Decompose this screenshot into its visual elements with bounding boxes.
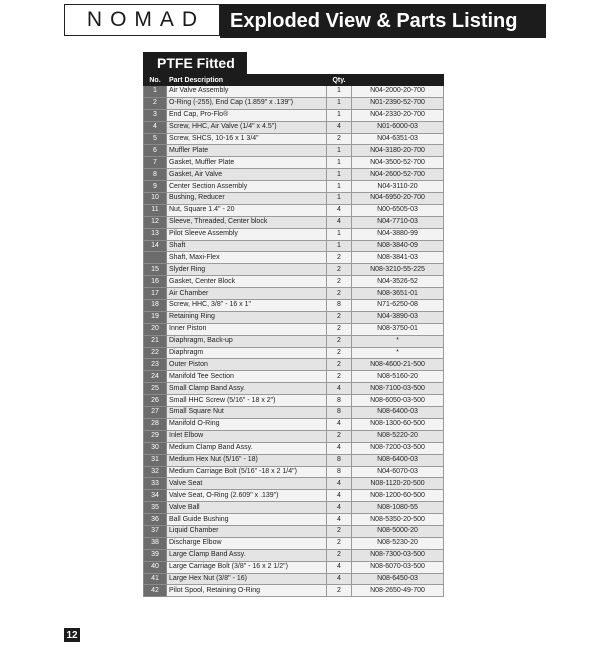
cell-no: 11 bbox=[144, 204, 167, 216]
cell-description: Inner Piston bbox=[167, 323, 327, 335]
table-row bbox=[144, 407, 444, 419]
cell-description: Pilot Spool, Retaining O-Ring bbox=[167, 585, 327, 597]
table-row bbox=[144, 311, 444, 323]
table-row bbox=[144, 252, 444, 264]
cell-qty: 2 bbox=[327, 133, 352, 145]
cell-description: Small HHC Screw (5/16" - 18 x 2") bbox=[167, 395, 327, 407]
cell-part-number: * bbox=[352, 347, 444, 359]
table-row bbox=[144, 264, 444, 276]
cell-no: 20 bbox=[144, 323, 167, 335]
column-header-description: Part Description bbox=[167, 75, 327, 86]
cell-no: 14 bbox=[144, 240, 167, 252]
cell-description: Manifold O-Ring bbox=[167, 418, 327, 430]
cell-part-number: N04-3180-20-700 bbox=[352, 145, 444, 157]
cell-description: Manifold Tee Section bbox=[167, 371, 327, 383]
cell-part-number: N08-3750-01 bbox=[352, 323, 444, 335]
cell-qty: 1 bbox=[327, 169, 352, 181]
cell-part-number: N08-7100-03-500 bbox=[352, 383, 444, 395]
cell-no: 18 bbox=[144, 300, 167, 312]
cell-qty: 4 bbox=[327, 478, 352, 490]
cell-no: 36 bbox=[144, 514, 167, 526]
cell-part-number: N04-7710-03 bbox=[352, 216, 444, 228]
cell-description: Gasket, Muffler Plate bbox=[167, 157, 327, 169]
cell-no: 41 bbox=[144, 573, 167, 585]
cell-no: 29 bbox=[144, 430, 167, 442]
table-row bbox=[144, 335, 444, 347]
cell-part-number: N08-2650-49-700 bbox=[352, 585, 444, 597]
cell-part-number: N08-1300-60-500 bbox=[352, 418, 444, 430]
cell-no: 42 bbox=[144, 585, 167, 597]
column-header-qty: Qty. bbox=[327, 75, 352, 86]
cell-qty: 4 bbox=[327, 514, 352, 526]
table-row bbox=[144, 514, 444, 526]
cell-description: Shaft bbox=[167, 240, 327, 252]
cell-qty: 1 bbox=[327, 157, 352, 169]
cell-description: O-Ring (-255), End Cap (1.859" x .139") bbox=[167, 97, 327, 109]
cell-qty: 8 bbox=[327, 407, 352, 419]
cell-part-number: N08-5350-20-500 bbox=[352, 514, 444, 526]
table-row bbox=[144, 288, 444, 300]
cell-no: 16 bbox=[144, 276, 167, 288]
cell-description: Large Clamp Band Assy. bbox=[167, 549, 327, 561]
cell-no: 22 bbox=[144, 347, 167, 359]
cell-qty: 1 bbox=[327, 97, 352, 109]
cell-description: Valve Ball bbox=[167, 502, 327, 514]
cell-no: 10 bbox=[144, 193, 167, 205]
cell-part-number: N08-7200-03-500 bbox=[352, 442, 444, 454]
cell-qty: 4 bbox=[327, 204, 352, 216]
cell-qty: 4 bbox=[327, 490, 352, 502]
cell-qty: 2 bbox=[327, 252, 352, 264]
table-row bbox=[144, 181, 444, 193]
cell-part-number: N04-2330-20-700 bbox=[352, 109, 444, 121]
cell-qty: 1 bbox=[327, 181, 352, 193]
cell-no: 8 bbox=[144, 169, 167, 181]
cell-no: 25 bbox=[144, 383, 167, 395]
cell-description: Inlet Elbow bbox=[167, 430, 327, 442]
cell-part-number: N08-6400-03 bbox=[352, 407, 444, 419]
table-row bbox=[144, 300, 444, 312]
cell-no bbox=[144, 252, 167, 264]
cell-description: Small Square Nut bbox=[167, 407, 327, 419]
cell-qty: 4 bbox=[327, 442, 352, 454]
cell-qty: 2 bbox=[327, 359, 352, 371]
cell-part-number: N04-3500-52-700 bbox=[352, 157, 444, 169]
table-row bbox=[144, 145, 444, 157]
cell-part-number: N08-6050-03-500 bbox=[352, 395, 444, 407]
cell-no: 34 bbox=[144, 490, 167, 502]
cell-description: Diaphragm, Back-up bbox=[167, 335, 327, 347]
cell-qty: 2 bbox=[327, 585, 352, 597]
table-row bbox=[144, 157, 444, 169]
table-row bbox=[144, 193, 444, 205]
cell-no: 28 bbox=[144, 418, 167, 430]
cell-part-number: N01-6000-03 bbox=[352, 121, 444, 133]
cell-part-number: N08-5220-20 bbox=[352, 430, 444, 442]
cell-qty: 4 bbox=[327, 502, 352, 514]
cell-qty: 8 bbox=[327, 466, 352, 478]
cell-description: Liquid Chamber bbox=[167, 525, 327, 537]
cell-part-number: N08-3840-09 bbox=[352, 240, 444, 252]
page-number: 12 bbox=[64, 628, 80, 642]
cell-description: Sleeve, Threaded, Center block bbox=[167, 216, 327, 228]
table-row bbox=[144, 371, 444, 383]
cell-no: 27 bbox=[144, 407, 167, 419]
cell-part-number: N04-3890-03 bbox=[352, 311, 444, 323]
cell-part-number: N04-6070-03 bbox=[352, 466, 444, 478]
cell-no: 17 bbox=[144, 288, 167, 300]
table-row bbox=[144, 240, 444, 252]
cell-no: 13 bbox=[144, 228, 167, 240]
table-row bbox=[144, 276, 444, 288]
cell-qty: 4 bbox=[327, 383, 352, 395]
cell-no: 40 bbox=[144, 561, 167, 573]
cell-description: Screw, SHCS, 10-16 x 1 3/4" bbox=[167, 133, 327, 145]
table-row bbox=[144, 525, 444, 537]
table-row bbox=[144, 109, 444, 121]
cell-no: 15 bbox=[144, 264, 167, 276]
cell-description: End Cap, Pro-Flo® bbox=[167, 109, 327, 121]
cell-no: 21 bbox=[144, 335, 167, 347]
table-row bbox=[144, 466, 444, 478]
cell-description: Slyder Ring bbox=[167, 264, 327, 276]
cell-no: 12 bbox=[144, 216, 167, 228]
cell-description: Small Clamp Band Assy. bbox=[167, 383, 327, 395]
cell-part-number: N04-3880-99 bbox=[352, 228, 444, 240]
cell-part-number: N08-1200-60-500 bbox=[352, 490, 444, 502]
cell-part-number: N08-5160-20 bbox=[352, 371, 444, 383]
cell-description: Screw, HHC, Air Valve (1/4" x 4.5") bbox=[167, 121, 327, 133]
cell-qty: 1 bbox=[327, 240, 352, 252]
cell-description: Retaining Ring bbox=[167, 311, 327, 323]
cell-qty: 4 bbox=[327, 418, 352, 430]
table-row bbox=[144, 228, 444, 240]
cell-description: Valve Seat, O-Ring (2.609" x .139") bbox=[167, 490, 327, 502]
cell-no: 30 bbox=[144, 442, 167, 454]
cell-qty: 2 bbox=[327, 347, 352, 359]
page-header bbox=[64, 4, 546, 38]
cell-qty: 4 bbox=[327, 573, 352, 585]
cell-qty: 2 bbox=[327, 525, 352, 537]
cell-part-number: N04-3110-20 bbox=[352, 181, 444, 193]
table-row bbox=[144, 454, 444, 466]
cell-no: 5 bbox=[144, 133, 167, 145]
section-title: PTFE Fitted bbox=[143, 52, 247, 74]
table-row bbox=[144, 383, 444, 395]
table-row bbox=[144, 478, 444, 490]
table-row bbox=[144, 359, 444, 371]
cell-part-number: N08-1080-55 bbox=[352, 502, 444, 514]
cell-description: Air Chamber bbox=[167, 288, 327, 300]
table-row bbox=[144, 169, 444, 181]
cell-part-number: N04-6950-20-700 bbox=[352, 193, 444, 205]
table-row bbox=[144, 585, 444, 597]
cell-part-number: N08-6400-03 bbox=[352, 454, 444, 466]
cell-qty: 1 bbox=[327, 193, 352, 205]
table-row bbox=[144, 549, 444, 561]
parts-table bbox=[143, 74, 444, 597]
cell-qty: 1 bbox=[327, 145, 352, 157]
cell-description: Shaft, Maxi-Flex bbox=[167, 252, 327, 264]
nomad-logo: NOMAD bbox=[64, 4, 220, 36]
cell-description: Gasket, Center Block bbox=[167, 276, 327, 288]
column-header-part-number bbox=[352, 75, 444, 86]
cell-no: 35 bbox=[144, 502, 167, 514]
cell-description: Medium Carriage Bolt (5/16" -18 x 2 1/4") bbox=[167, 466, 327, 478]
cell-no: 39 bbox=[144, 549, 167, 561]
cell-description: Screw, HHC, 3/8" - 16 x 1" bbox=[167, 300, 327, 312]
cell-qty: 2 bbox=[327, 323, 352, 335]
cell-description: Air Valve Assembly bbox=[167, 86, 327, 98]
cell-part-number: N08-6070-03-500 bbox=[352, 561, 444, 573]
cell-description: Large Carriage Bolt (3/8" - 16 x 2 1/2") bbox=[167, 561, 327, 573]
cell-description: Gasket, Air Valve bbox=[167, 169, 327, 181]
table-row bbox=[144, 121, 444, 133]
cell-part-number: N08-3210-55-225 bbox=[352, 264, 444, 276]
table-row bbox=[144, 86, 444, 98]
cell-description: Outer Piston bbox=[167, 359, 327, 371]
cell-qty: 1 bbox=[327, 228, 352, 240]
cell-no: 33 bbox=[144, 478, 167, 490]
table-row bbox=[144, 97, 444, 109]
page-title: Exploded View & Parts Listing bbox=[220, 4, 546, 38]
cell-part-number: N04-6351-03 bbox=[352, 133, 444, 145]
table-row bbox=[144, 347, 444, 359]
cell-no: 37 bbox=[144, 525, 167, 537]
cell-part-number: N04-2000-20-700 bbox=[352, 86, 444, 98]
cell-part-number: N08-3841-03 bbox=[352, 252, 444, 264]
table-row bbox=[144, 490, 444, 502]
cell-part-number: N08-4600-21-500 bbox=[352, 359, 444, 371]
cell-description: Discharge Elbow bbox=[167, 537, 327, 549]
table-row bbox=[144, 537, 444, 549]
table-row bbox=[144, 561, 444, 573]
cell-qty: 4 bbox=[327, 561, 352, 573]
cell-qty: 2 bbox=[327, 537, 352, 549]
cell-no: 24 bbox=[144, 371, 167, 383]
table-row bbox=[144, 395, 444, 407]
cell-qty: 8 bbox=[327, 454, 352, 466]
cell-part-number: N00-6505-03 bbox=[352, 204, 444, 216]
table-row bbox=[144, 133, 444, 145]
cell-qty: 4 bbox=[327, 216, 352, 228]
cell-no: 7 bbox=[144, 157, 167, 169]
table-row bbox=[144, 323, 444, 335]
table-row bbox=[144, 216, 444, 228]
cell-description: Diaphragm bbox=[167, 347, 327, 359]
table-row bbox=[144, 502, 444, 514]
cell-no: 9 bbox=[144, 181, 167, 193]
cell-description: Nut, Square 1.4" - 20 bbox=[167, 204, 327, 216]
cell-no: 1 bbox=[144, 86, 167, 98]
table-header-row bbox=[144, 75, 444, 86]
cell-part-number: N04-2600-52-700 bbox=[352, 169, 444, 181]
cell-qty: 2 bbox=[327, 430, 352, 442]
cell-no: 6 bbox=[144, 145, 167, 157]
cell-description: Bushing, Reducer bbox=[167, 193, 327, 205]
cell-qty: 1 bbox=[327, 86, 352, 98]
cell-part-number: N08-1120-20-500 bbox=[352, 478, 444, 490]
cell-part-number: N04-3526-52 bbox=[352, 276, 444, 288]
cell-part-number: N08-6450-03 bbox=[352, 573, 444, 585]
cell-part-number: N08-7300-03-500 bbox=[352, 549, 444, 561]
cell-no: 38 bbox=[144, 537, 167, 549]
cell-no: 2 bbox=[144, 97, 167, 109]
table-row bbox=[144, 573, 444, 585]
cell-description: Medium Clamp Band Assy. bbox=[167, 442, 327, 454]
cell-no: 32 bbox=[144, 466, 167, 478]
cell-description: Pilot Sleeve Assembly bbox=[167, 228, 327, 240]
cell-qty: 8 bbox=[327, 300, 352, 312]
cell-part-number: N08-3651-01 bbox=[352, 288, 444, 300]
table-row bbox=[144, 442, 444, 454]
cell-no: 26 bbox=[144, 395, 167, 407]
cell-part-number: N08-5230-20 bbox=[352, 537, 444, 549]
cell-no: 23 bbox=[144, 359, 167, 371]
cell-qty: 2 bbox=[327, 288, 352, 300]
cell-description: Muffler Plate bbox=[167, 145, 327, 157]
cell-qty: 2 bbox=[327, 276, 352, 288]
cell-qty: 4 bbox=[327, 121, 352, 133]
cell-qty: 2 bbox=[327, 264, 352, 276]
cell-description: Large Hex Nut (3/8" - 16) bbox=[167, 573, 327, 585]
table-row bbox=[144, 430, 444, 442]
cell-description: Center Section Assembly bbox=[167, 181, 327, 193]
cell-no: 4 bbox=[144, 121, 167, 133]
cell-qty: 2 bbox=[327, 311, 352, 323]
column-header-no: No. bbox=[144, 75, 167, 86]
cell-part-number: N08-5000-20 bbox=[352, 525, 444, 537]
cell-no: 31 bbox=[144, 454, 167, 466]
cell-qty: 2 bbox=[327, 549, 352, 561]
cell-part-number: * bbox=[352, 335, 444, 347]
cell-part-number: N01-2390-52-700 bbox=[352, 97, 444, 109]
cell-description: Valve Seat bbox=[167, 478, 327, 490]
cell-qty: 2 bbox=[327, 335, 352, 347]
table-row bbox=[144, 204, 444, 216]
cell-qty: 1 bbox=[327, 109, 352, 121]
cell-qty: 8 bbox=[327, 395, 352, 407]
cell-no: 19 bbox=[144, 311, 167, 323]
cell-qty: 2 bbox=[327, 371, 352, 383]
cell-no: 3 bbox=[144, 109, 167, 121]
cell-description: Ball Guide Bushing bbox=[167, 514, 327, 526]
cell-part-number: N71-6250-08 bbox=[352, 300, 444, 312]
cell-description: Medium Hex Nut (5/16" - 18) bbox=[167, 454, 327, 466]
table-row bbox=[144, 418, 444, 430]
